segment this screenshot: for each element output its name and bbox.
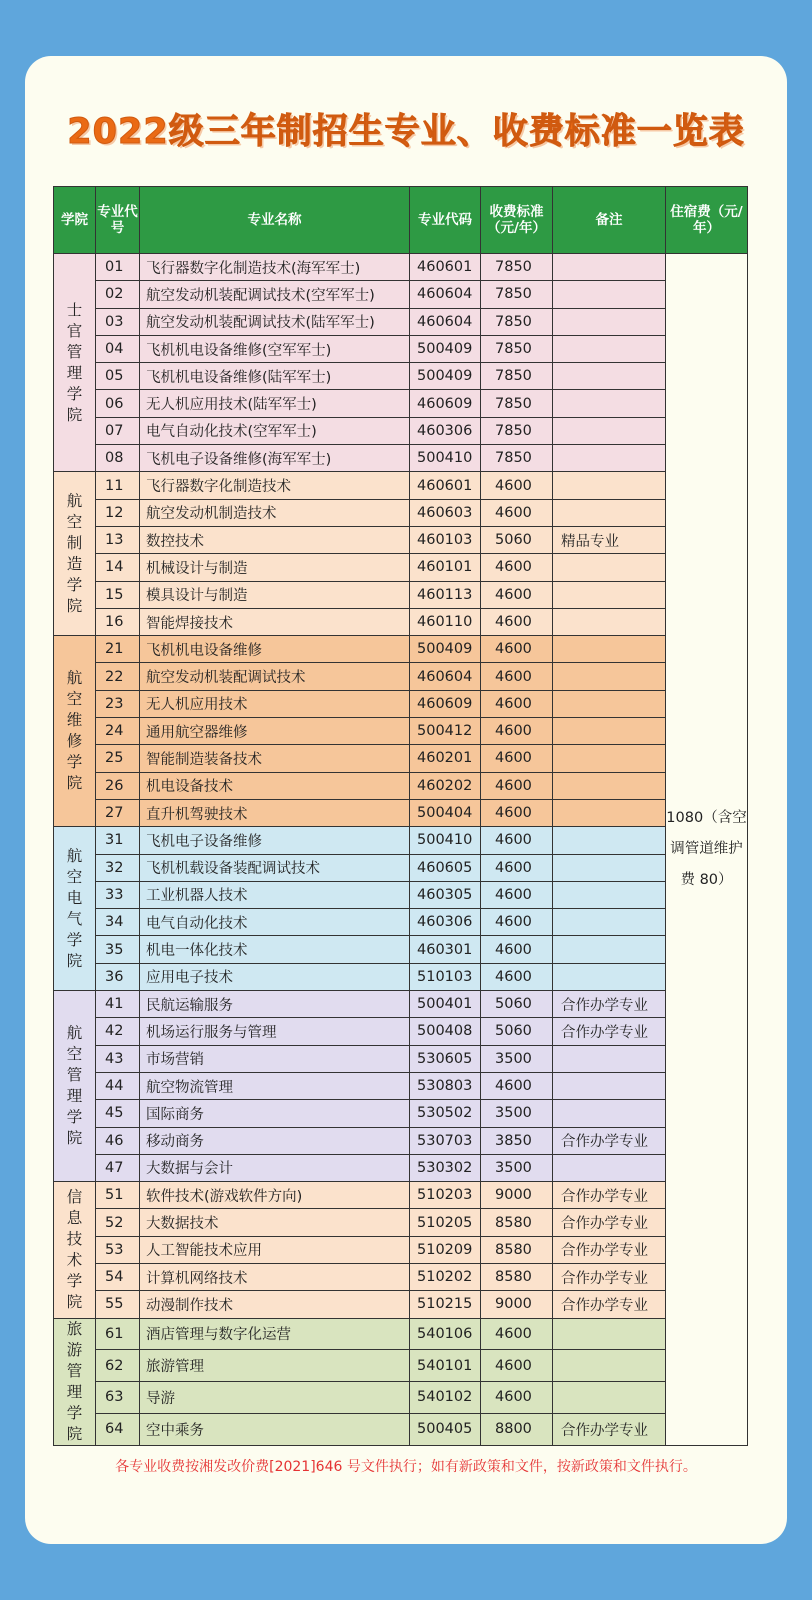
fee-cell: 4600 [481,772,553,799]
major-name-cell: 机械设计与制造 [140,554,410,581]
major-code-cell: 500410 [410,827,481,854]
major-name-cell: 通用航空器维修 [140,718,410,745]
major-number-cell: 04 [96,335,140,362]
footer-note: 各专业收费按湘发改价费[2021]646 号文件执行；如有新政策和文件，按新政策和文件执行。 [115,1459,697,1475]
fee-cell: 4600 [481,718,553,745]
note-cell [553,417,666,444]
fee-cell: 4600 [481,472,553,499]
major-number-cell: 02 [96,281,140,308]
fee-cell: 7850 [481,308,553,335]
table-row [54,854,748,881]
table-body [54,254,748,1446]
note-cell: 合作办学专业 [553,1263,666,1290]
table-row [54,472,748,499]
major-number-cell: 24 [96,718,140,745]
major-number-cell: 23 [96,690,140,717]
major-code-cell: 460604 [410,281,481,308]
major-name-cell: 飞机电子设备维修(海军军士) [140,445,410,472]
major-name-cell: 旅游管理 [140,1350,410,1382]
major-number-cell: 13 [96,526,140,553]
note-cell: 合作办学专业 [553,1018,666,1045]
major-name-cell: 机场运行服务与管理 [140,1018,410,1045]
major-code-cell: 460601 [410,254,481,281]
fee-cell: 4600 [481,1318,553,1350]
table-row [54,1182,748,1209]
note-cell [553,1382,666,1414]
major-code-cell: 510205 [410,1209,481,1236]
major-name-cell: 飞机机电设备维修(陆军军士) [140,363,410,390]
fee-cell: 4600 [481,963,553,990]
major-code-cell: 460201 [410,745,481,772]
table-row [54,445,748,472]
note-cell [553,1072,666,1099]
fee-cell: 8580 [481,1236,553,1263]
major-name-cell: 无人机应用技术 [140,690,410,717]
table-row [54,827,748,854]
major-number-cell: 43 [96,1045,140,1072]
major-code-cell: 460113 [410,581,481,608]
table-row [54,335,748,362]
header-dorm: 住宿费（元/年） [666,187,748,254]
fee-cell: 4600 [481,1350,553,1382]
school-name-cell [54,1182,96,1318]
major-number-cell: 41 [96,991,140,1018]
major-name-cell: 动漫制作技术 [140,1291,410,1318]
fee-cell: 5060 [481,991,553,1018]
major-number-cell: 07 [96,417,140,444]
school-name: 信息技术学院 [66,1187,83,1311]
fee-cell: 4600 [481,690,553,717]
page-title: 2022级三年制招生专业、收费标准一览表 [67,112,745,152]
note-cell [553,281,666,308]
school-name-cell [54,1318,96,1445]
major-code-cell: 510215 [410,1291,481,1318]
major-name-cell: 应用电子技术 [140,963,410,990]
note-cell: 合作办学专业 [553,1236,666,1263]
note-cell [553,1154,666,1181]
note-cell [553,308,666,335]
fee-cell: 8800 [481,1413,553,1445]
major-name-cell: 导游 [140,1382,410,1414]
major-number-cell: 01 [96,254,140,281]
major-number-cell: 03 [96,308,140,335]
header-name: 专业名称 [140,187,410,254]
major-code-cell: 460609 [410,390,481,417]
major-name-cell: 飞机机载设备装配调试技术 [140,854,410,881]
table-row [54,1291,748,1318]
note-cell [553,827,666,854]
major-number-cell: 11 [96,472,140,499]
table-row [54,526,748,553]
note-cell [553,363,666,390]
major-number-cell: 32 [96,854,140,881]
major-code-cell: 460306 [410,909,481,936]
note-cell: 合作办学专业 [553,1413,666,1445]
header-code: 专业代号 [96,187,140,254]
major-number-cell: 45 [96,1100,140,1127]
fee-cell: 4600 [481,1382,553,1414]
major-name-cell: 酒店管理与数字化运营 [140,1318,410,1350]
fee-cell: 8580 [481,1263,553,1290]
major-number-cell: 21 [96,636,140,663]
major-name-cell: 数控技术 [140,526,410,553]
table-row [54,390,748,417]
table-row [54,1100,748,1127]
major-name-cell: 工业机器人技术 [140,881,410,908]
note-cell [553,1045,666,1072]
major-name-cell: 航空物流管理 [140,1072,410,1099]
table-row [54,1382,748,1414]
note-cell [553,854,666,881]
fee-cell: 7850 [481,281,553,308]
fee-cell: 4600 [481,827,553,854]
table-row [54,772,748,799]
major-number-cell: 62 [96,1350,140,1382]
note-cell [553,963,666,990]
major-number-cell: 34 [96,909,140,936]
fee-cell: 4600 [481,636,553,663]
note-cell [553,745,666,772]
major-name-cell: 航空发动机装配调试技术 [140,663,410,690]
table-row [54,1072,748,1099]
major-name-cell: 移动商务 [140,1127,410,1154]
major-name-cell: 飞机机电设备维修 [140,636,410,663]
table-row [54,581,748,608]
note-cell [553,718,666,745]
table-row [54,499,748,526]
major-number-cell: 51 [96,1182,140,1209]
note-cell [553,608,666,635]
major-name-cell: 机电设备技术 [140,772,410,799]
major-code-cell: 460110 [410,608,481,635]
major-code-cell: 500409 [410,363,481,390]
major-number-cell: 44 [96,1072,140,1099]
table-row [54,1236,748,1263]
major-code-cell: 460604 [410,308,481,335]
major-name-cell: 智能焊接技术 [140,608,410,635]
header-note: 备注 [553,187,666,254]
table-row [54,1045,748,1072]
table-header-row [54,187,748,254]
major-number-cell: 52 [96,1209,140,1236]
major-name-cell: 市场营销 [140,1045,410,1072]
major-number-cell: 42 [96,1018,140,1045]
table-row [54,936,748,963]
major-name-cell: 航空发动机装配调试技术(空军军士) [140,281,410,308]
fee-cell: 7850 [481,445,553,472]
major-name-cell: 航空发动机装配调试技术(陆军军士) [140,308,410,335]
school-name-cell [54,636,96,827]
school-name: 航空管理学院 [66,1024,83,1148]
major-name-cell: 电气自动化技术(空军军士) [140,417,410,444]
major-number-cell: 54 [96,1263,140,1290]
note-cell: 合作办学专业 [553,1182,666,1209]
major-name-cell: 软件技术(游戏软件方向) [140,1182,410,1209]
table-row [54,1318,748,1350]
major-name-cell: 空中乘务 [140,1413,410,1445]
header-fee: 收费标准（元/年） [481,187,553,254]
table-row [54,991,748,1018]
major-code-cell: 460603 [410,499,481,526]
major-code-cell: 510103 [410,963,481,990]
note-cell [553,581,666,608]
fee-cell: 4600 [481,499,553,526]
note-cell: 合作办学专业 [553,1127,666,1154]
major-code-cell: 460601 [410,472,481,499]
major-number-cell: 47 [96,1154,140,1181]
note-cell: 合作办学专业 [553,1209,666,1236]
school-name: 士官管理学院 [66,300,83,424]
major-number-cell: 46 [96,1127,140,1154]
major-number-cell: 53 [96,1236,140,1263]
note-cell [553,445,666,472]
table-row [54,608,748,635]
table-row [54,909,748,936]
table-row [54,281,748,308]
major-number-cell: 36 [96,963,140,990]
major-number-cell: 05 [96,363,140,390]
major-number-cell: 33 [96,881,140,908]
table-row [54,1413,748,1445]
header-school: 学院 [54,187,96,254]
table-row [54,417,748,444]
major-code-cell: 460202 [410,772,481,799]
table-row [54,1263,748,1290]
school-name-cell [54,827,96,991]
major-code-cell: 500409 [410,335,481,362]
fee-cell: 4600 [481,1072,553,1099]
major-name-cell: 无人机应用技术(陆军军士) [140,390,410,417]
major-code-cell: 510203 [410,1182,481,1209]
table-row [54,308,748,335]
major-name-cell: 模具设计与制造 [140,581,410,608]
school-name: 航空制造学院 [66,491,83,615]
fee-cell: 5060 [481,1018,553,1045]
fee-cell: 3500 [481,1100,553,1127]
note-cell: 精品专业 [553,526,666,553]
fee-cell: 7850 [481,335,553,362]
major-number-cell: 15 [96,581,140,608]
table-row [54,254,748,281]
major-code-cell: 460605 [410,854,481,881]
major-name-cell: 机电一体化技术 [140,936,410,963]
table-row [54,690,748,717]
dorm-fee-cell: 1080（含空调管道维护费 80） [666,254,748,1446]
major-code-cell: 460101 [410,554,481,581]
fee-cell: 4600 [481,608,553,635]
major-name-cell: 智能制造装备技术 [140,745,410,772]
major-number-cell: 08 [96,445,140,472]
major-code-cell: 500404 [410,799,481,826]
note-cell [553,936,666,963]
major-code-cell: 530605 [410,1045,481,1072]
fee-table [53,186,748,1446]
table-row [54,663,748,690]
major-number-cell: 25 [96,745,140,772]
major-name-cell: 飞机电子设备维修 [140,827,410,854]
fee-cell: 4600 [481,663,553,690]
note-cell [553,254,666,281]
fee-cell: 7850 [481,254,553,281]
table-row [54,799,748,826]
note-cell [553,799,666,826]
major-code-cell: 500408 [410,1018,481,1045]
major-code-cell: 530502 [410,1100,481,1127]
fee-cell: 4600 [481,854,553,881]
fee-cell: 4600 [481,936,553,963]
major-number-cell: 14 [96,554,140,581]
table-row [54,363,748,390]
note-cell [553,663,666,690]
fee-cell: 4600 [481,745,553,772]
major-name-cell: 直升机驾驶技术 [140,799,410,826]
major-name-cell: 人工智能技术应用 [140,1236,410,1263]
table-row [54,881,748,908]
table-row [54,1350,748,1382]
major-number-cell: 55 [96,1291,140,1318]
table-row [54,554,748,581]
fee-cell: 3500 [481,1154,553,1181]
fee-cell: 7850 [481,390,553,417]
major-name-cell: 国际商务 [140,1100,410,1127]
table-row [54,718,748,745]
fee-cell: 7850 [481,363,553,390]
fee-cell: 4600 [481,554,553,581]
major-name-cell: 大数据与会计 [140,1154,410,1181]
school-name: 航空维修学院 [66,669,83,793]
fee-cell: 4600 [481,799,553,826]
major-name-cell: 飞行器数字化制造技术(海军军士) [140,254,410,281]
major-number-cell: 35 [96,936,140,963]
note-cell [553,1350,666,1382]
fee-cell: 5060 [481,526,553,553]
major-code-cell: 500405 [410,1413,481,1445]
major-code-cell: 510202 [410,1263,481,1290]
major-number-cell: 31 [96,827,140,854]
note-cell: 合作办学专业 [553,1291,666,1318]
major-number-cell: 06 [96,390,140,417]
major-code-cell: 530703 [410,1127,481,1154]
major-number-cell: 63 [96,1382,140,1414]
note-cell [553,499,666,526]
major-code-cell: 530302 [410,1154,481,1181]
major-code-cell: 500409 [410,636,481,663]
note-cell [553,772,666,799]
school-name-cell [54,472,96,636]
major-code-cell: 540101 [410,1350,481,1382]
note-cell [553,1100,666,1127]
major-code-cell: 460301 [410,936,481,963]
school-name: 旅游管理学院 [66,1319,83,1443]
note-cell [553,1318,666,1350]
fee-cell: 3850 [481,1127,553,1154]
note-cell [553,690,666,717]
major-number-cell: 22 [96,663,140,690]
major-code-cell: 500410 [410,445,481,472]
major-name-cell: 航空发动机制造技术 [140,499,410,526]
note-cell [553,881,666,908]
table-row [54,1127,748,1154]
school-name-cell [54,991,96,1182]
fee-cell: 7850 [481,417,553,444]
school-name-cell [54,254,96,472]
note-cell [553,390,666,417]
major-code-cell: 460305 [410,881,481,908]
major-number-cell: 26 [96,772,140,799]
major-code-cell: 540102 [410,1382,481,1414]
major-code-cell: 510209 [410,1236,481,1263]
major-name-cell: 大数据技术 [140,1209,410,1236]
fee-cell: 9000 [481,1291,553,1318]
major-name-cell: 电气自动化技术 [140,909,410,936]
fee-cell: 4600 [481,881,553,908]
table-row [54,963,748,990]
major-code-cell: 460103 [410,526,481,553]
table-row [54,1018,748,1045]
major-name-cell: 飞机机电设备维修(空军军士) [140,335,410,362]
major-number-cell: 61 [96,1318,140,1350]
major-code-cell: 460306 [410,417,481,444]
table-row [54,636,748,663]
major-number-cell: 12 [96,499,140,526]
note-cell [553,554,666,581]
fee-cell: 4600 [481,909,553,936]
major-code-cell: 500412 [410,718,481,745]
header-major-code: 专业代码 [410,187,481,254]
major-name-cell: 飞行器数字化制造技术 [140,472,410,499]
table-row [54,1209,748,1236]
major-code-cell: 460609 [410,690,481,717]
note-cell [553,335,666,362]
major-number-cell: 16 [96,608,140,635]
major-code-cell: 540106 [410,1318,481,1350]
fee-cell: 8580 [481,1209,553,1236]
note-cell: 合作办学专业 [553,991,666,1018]
note-cell [553,909,666,936]
table-row [54,1154,748,1181]
major-code-cell: 530803 [410,1072,481,1099]
fee-cell: 4600 [481,581,553,608]
major-number-cell: 64 [96,1413,140,1445]
major-name-cell: 民航运输服务 [140,991,410,1018]
major-name-cell: 计算机网络技术 [140,1263,410,1290]
school-name: 航空电气学院 [66,846,83,970]
note-cell [553,472,666,499]
major-code-cell: 500401 [410,991,481,1018]
major-code-cell: 460604 [410,663,481,690]
table-row [54,745,748,772]
fee-cell: 9000 [481,1182,553,1209]
note-cell [553,636,666,663]
major-number-cell: 27 [96,799,140,826]
fee-cell: 3500 [481,1045,553,1072]
